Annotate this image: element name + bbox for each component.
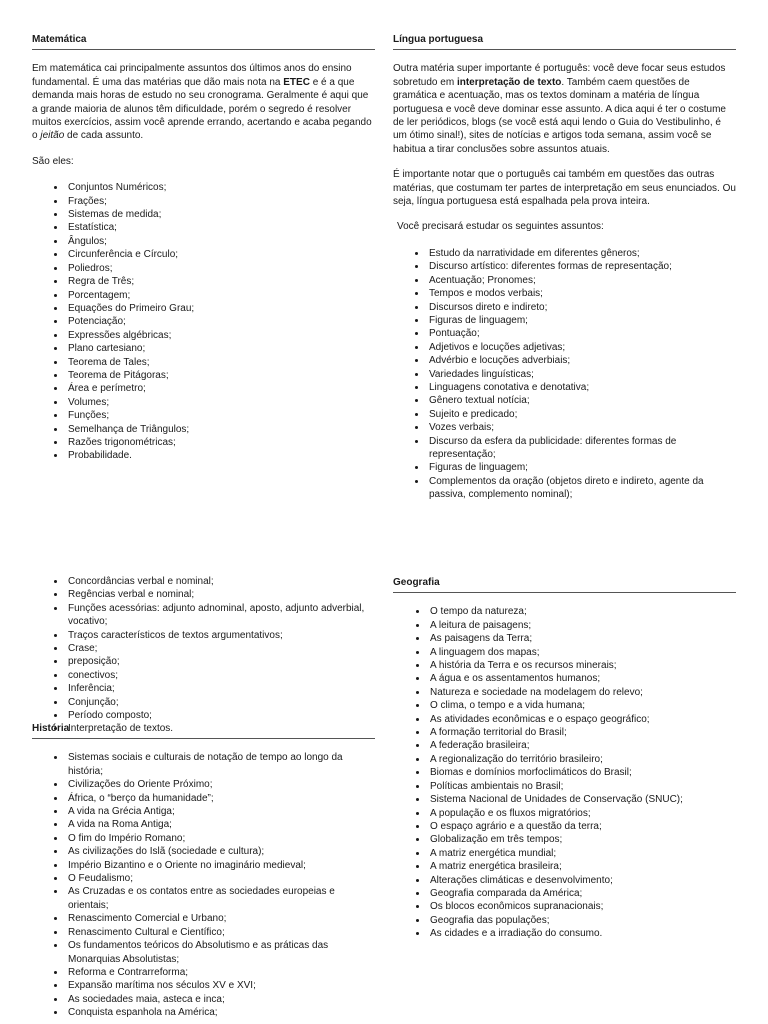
list-item: • A leitura de paisagens; <box>428 619 736 632</box>
list-item: • preposição; <box>66 655 375 668</box>
list-item: • O Feudalismo; <box>66 872 375 885</box>
list-item: • Complementos da oração (objetos direto e indireto, agente da passiva, complemento nominal); <box>427 475 736 502</box>
list-item: • Alterações climáticas e desenvolvimento; <box>428 874 736 887</box>
geografia-topic-list <box>393 605 736 940</box>
list-item: • A matriz energética brasileira; <box>428 860 736 873</box>
list-item: • Figuras de linguagem; <box>427 461 736 474</box>
list-item: • Plano cartesiano; <box>66 342 375 355</box>
intro-text-3: de cada assunto. <box>64 130 144 142</box>
list-item: • Volumes; <box>66 396 375 409</box>
list-item: • A história da Terra e os recursos minerais; <box>428 659 736 672</box>
list-item: • As sociedades maia, asteca e inca; <box>66 993 375 1006</box>
list-item: • As atividades econômicas e o espaço geográfico; <box>428 713 736 726</box>
list-item: • As paisagens da Terra; <box>428 632 736 645</box>
portugues-continued-section <box>32 575 375 736</box>
portugues-section <box>393 33 736 502</box>
list-item: • Figuras de linguagem; <box>427 314 736 327</box>
list-item: • Renascimento Cultural e Científico; <box>66 926 375 939</box>
list-item: • Período composto; <box>66 709 375 722</box>
list-item: • Discursos direto e indireto; <box>427 301 736 314</box>
list-item: • As Cruzadas e os contatos entre as sociedades europeias e orientais; <box>66 885 375 912</box>
list-item: • Poliedros; <box>66 262 375 275</box>
list-item: • Geografia das populações; <box>428 914 736 927</box>
list-item: • A vida na Roma Antiga; <box>66 818 375 831</box>
list-item: • Civilizações do Oriente Próximo; <box>66 778 375 791</box>
portugues-topic-list-continued <box>32 575 375 736</box>
historia-topic-list <box>32 751 375 1019</box>
list-item: • Expressões algébricas; <box>66 329 375 342</box>
sao-eles: São eles: <box>32 155 74 167</box>
portugues-heading: Língua portuguesa <box>393 33 736 50</box>
list-item: • Discurso da esfera da publicidade: diferentes formas de representação; <box>427 435 736 462</box>
list-item: • A vida na Grécia Antiga; <box>66 805 375 818</box>
list-item: • Vozes verbais; <box>427 421 736 434</box>
list-item: • A federação brasileira; <box>428 739 736 752</box>
interpretacao-bold: interpretação de texto <box>456 76 562 88</box>
list-item: • Expansão marítima nos séculos XV e XVI; <box>66 979 375 992</box>
list-item: • Variedades linguísticas; <box>427 368 736 381</box>
list-item: • Estatística; <box>66 221 375 234</box>
list-item: • A regionalização do território brasileiro; <box>428 753 736 766</box>
list-item: • Ângulos; <box>66 235 375 248</box>
list-item: • Sistema Nacional de Unidades de Conservação (SNUC); <box>428 793 736 806</box>
list-item: • Teorema de Tales; <box>66 356 375 369</box>
list-item: • A população e os fluxos migratórios; <box>428 807 736 820</box>
list-item: • Potenciação; <box>66 315 375 328</box>
list-item: • Funções acessórias: adjunto adnominal, aposto, adjunto adverbial, vocativo; <box>66 602 375 629</box>
list-item: • conectivos; <box>66 669 375 682</box>
historia-heading: História <box>32 722 375 739</box>
portugues-paragraph-3: Você precisará estudar os seguintes assuntos: <box>397 221 604 233</box>
list-item: • Os fundamentos teóricos do Absolutismo e as práticas das Monarquias Absolutistas; <box>66 939 375 966</box>
list-item: • Sistemas de medida; <box>66 208 375 221</box>
list-item: • O fim do Império Romano; <box>66 832 375 845</box>
matematica-section <box>32 33 375 463</box>
list-item: • A matriz energética mundial; <box>428 847 736 860</box>
list-item: • Natureza e sociedade na modelagem do relevo; <box>428 686 736 699</box>
list-item: • Reforma e Contrarreforma; <box>66 966 375 979</box>
list-item: • África, o “berço da humanidade”; <box>66 792 375 805</box>
list-item: • Porcentagem; <box>66 289 375 302</box>
list-item: • Crase; <box>66 642 375 655</box>
list-item: • Linguagens conotativa e denotativa; <box>427 381 736 394</box>
list-item: • Acentuação; Pronomes; <box>427 274 736 287</box>
list-item: • Área e perímetro; <box>66 382 375 395</box>
historia-section <box>32 722 375 1020</box>
list-item: • Regências verbal e nominal; <box>66 588 375 601</box>
p1-text-2: . Também caem questões de gramática e acentuação, mas os textos dominam a matéria de língua portuguesa e você deve dominar esse assunto. A dica aqui é ter o costume de ler periódicos, blogs (se você está aqui lendo o Guia do Vestibulinho, é um ótimo sinal!), sites de notícias e artigos toda semana, assim você se habitua a tirar conclusões sobre assuntos atuais. <box>393 76 726 155</box>
list-item: • Geografia comparada da América; <box>428 887 736 900</box>
list-item: • As civilizações do Islã (sociedade e cultura); <box>66 845 375 858</box>
list-item: • O tempo da natureza; <box>428 605 736 618</box>
list-item: • Conquista espanhola na América; <box>66 1006 375 1019</box>
list-item: • Políticas ambientais no Brasil; <box>428 780 736 793</box>
list-item: • Império Bizantino e o Oriente no imaginário medieval; <box>66 859 375 872</box>
list-item: • Concordâncias verbal e nominal; <box>66 575 375 588</box>
list-item: • Sistemas sociais e culturais de notação de tempo ao longo da história; <box>66 751 375 778</box>
matematica-heading: Matemática <box>32 33 375 50</box>
portugues-paragraph-1 <box>393 62 736 156</box>
list-item: • Equações do Primeiro Grau; <box>66 302 375 315</box>
list-item: • Regra de Três; <box>66 275 375 288</box>
jeitao-italic: jeitão <box>40 130 65 142</box>
list-item: • Renascimento Comercial e Urbano; <box>66 912 375 925</box>
list-item: • Frações; <box>66 195 375 208</box>
list-item: • Funções; <box>66 409 375 422</box>
list-item: • O espaço agrário e a questão da terra; <box>428 820 736 833</box>
list-item: • Interpretação de textos. <box>66 722 375 735</box>
portugues-topic-list <box>393 247 736 502</box>
list-item: • Tempos e modos verbais; <box>427 287 736 300</box>
matematica-topic-list <box>32 181 375 463</box>
geografia-section <box>393 576 736 941</box>
list-item: • Advérbio e locuções adverbiais; <box>427 354 736 367</box>
list-item: • Circunferência e Círculo; <box>66 248 375 261</box>
etec-bold: ETEC <box>283 76 310 88</box>
list-item: • Pontuação; <box>427 327 736 340</box>
list-item: • As cidades e a irradiação do consumo. <box>428 927 736 940</box>
list-item: • O clima, o tempo e a vida humana; <box>428 699 736 712</box>
list-item: • Semelhança de Triângulos; <box>66 423 375 436</box>
list-item: • Teorema de Pitágoras; <box>66 369 375 382</box>
list-item: • Sujeito e predicado; <box>427 408 736 421</box>
intro-text-1: Em matemática cai principalmente assuntos dos últimos anos do ensino fundamental. É uma das matérias que dão mais nota na <box>32 63 352 88</box>
list-item: • Globalização em três tempos; <box>428 833 736 846</box>
intro-text-2: e é a que demanda mais horas de estudo no seu cronograma. Geralmente é aqui que a grande maioria de alunos têm dificuldade, porém o segredo é resolver muitos exercícios, assim você aprende errando, acertando e acaba pegando o <box>32 76 372 142</box>
list-item: • Inferência; <box>66 682 375 695</box>
list-item: • Probabilidade. <box>66 449 375 462</box>
geografia-heading: Geografia <box>393 576 736 593</box>
list-item: • A água e os assentamentos humanos; <box>428 672 736 685</box>
list-item: • Gênero textual notícia; <box>427 394 736 407</box>
list-item: • Razões trigonométricas; <box>66 436 375 449</box>
p1-text-1: Outra matéria super importante é português: você deve focar seus estudos sobretudo em <box>393 63 726 88</box>
list-item: • Conjuntos Numéricos; <box>66 181 375 194</box>
list-item: • A formação territorial do Brasil; <box>428 726 736 739</box>
list-item: • Discurso artístico: diferentes formas de representação; <box>427 260 736 273</box>
list-item: • Os blocos econômicos supranacionais; <box>428 900 736 913</box>
list-item: • Biomas e domínios morfoclimáticos do Brasil; <box>428 766 736 779</box>
portugues-paragraph-2: É importante notar que o português cai também em questões das outras matérias, que costumam ter partes de interpretação em seus enunciados. Ou seja, língua portuguesa está espalhada pela prova inteira. <box>393 169 736 208</box>
list-item: • A linguagem dos mapas; <box>428 646 736 659</box>
list-item: • Conjunção; <box>66 696 375 709</box>
list-item: • Traços característicos de textos argumentativos; <box>66 629 375 642</box>
matematica-intro <box>32 62 375 142</box>
list-item: • Adjetivos e locuções adjetivas; <box>427 341 736 354</box>
list-item: • Estudo da narratividade em diferentes gêneros; <box>427 247 736 260</box>
